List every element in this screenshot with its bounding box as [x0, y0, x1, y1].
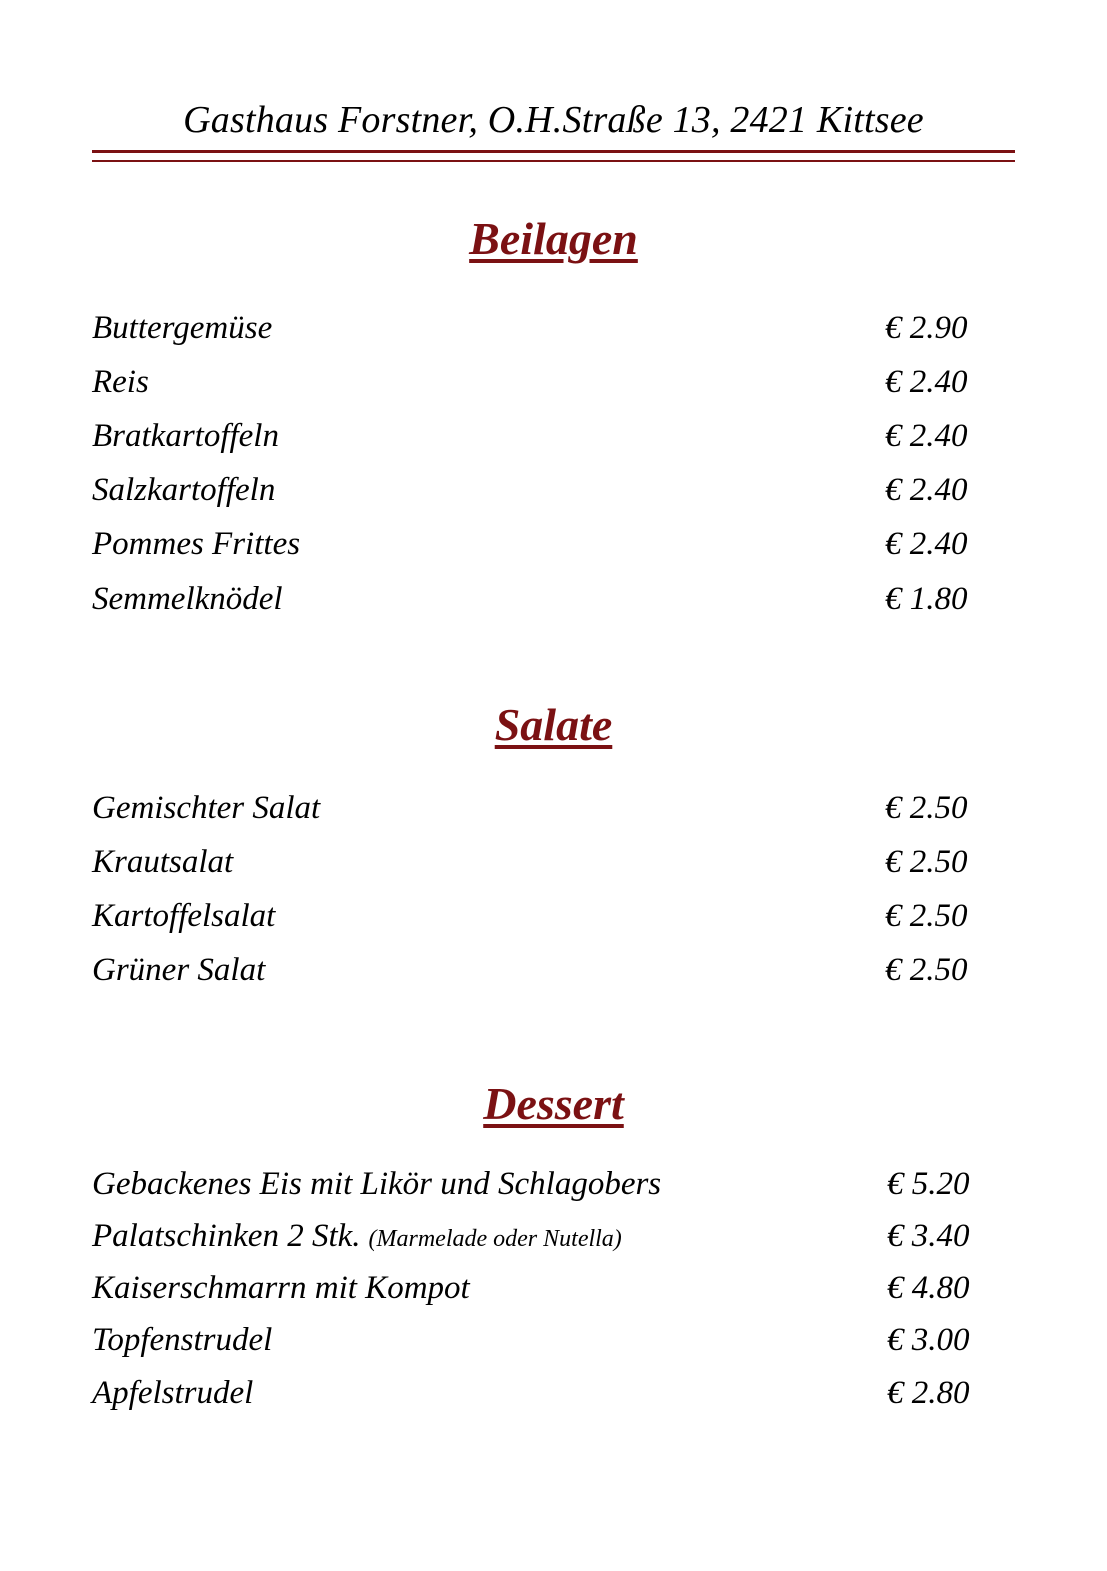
menu-item-price: € 2.40 [885, 526, 968, 563]
menu-item [92, 517, 1015, 571]
menu-item-name: Grüner Salat [92, 951, 266, 988]
menu-item-name: Pommes Frittes [92, 526, 301, 563]
menu-item-name: Topfenstrudel [92, 1322, 273, 1359]
menu-item-name: Buttergemüse [92, 310, 273, 346]
menu-item-name: Palatschinken 2 Stk. [92, 1218, 361, 1255]
menu-list-dessert [92, 1158, 1015, 1419]
menu-item-price: € 5.20 [887, 1166, 970, 1203]
menu-item [92, 781, 1015, 835]
menu-item [92, 1314, 1015, 1366]
section-title-dessert: Dessert [483, 1078, 624, 1130]
menu-item-name: Gemischter Salat [92, 789, 321, 826]
menu-item-price: € 2.90 [885, 310, 968, 346]
menu-item [92, 409, 1015, 463]
menu-item-price: € 2.40 [885, 472, 968, 509]
menu-item [92, 572, 1015, 626]
menu-item-note: (Marmelade oder Nutella) [368, 1226, 622, 1253]
menu-item-price: € 3.00 [887, 1322, 970, 1359]
section-title-beilagen: Beilagen [469, 213, 638, 264]
menu-item-price: € 4.80 [887, 1270, 970, 1307]
menu-item [92, 355, 1015, 409]
menu-item-price: € 2.50 [885, 897, 968, 934]
menu-item-price: € 2.50 [885, 789, 968, 826]
menu-item-name: Salzkartoffeln [92, 472, 276, 509]
menu-item [92, 1262, 1015, 1314]
menu-item [92, 835, 1015, 889]
menu-item [92, 1158, 1015, 1210]
section-title-salate: Salate [494, 698, 613, 750]
menu-item-name: Reis [92, 364, 149, 401]
menu-item-name: Gebackenes Eis mit Likör und Schlagobers [92, 1166, 662, 1203]
menu-item-name: Bratkartoffeln [92, 418, 279, 455]
menu-item-name: Semmelknödel [92, 580, 283, 617]
menu-item-price: € 2.40 [885, 418, 968, 455]
menu-item-name: Krautsalat [92, 843, 234, 880]
menu-item [92, 301, 1015, 355]
menu-item-name: Apfelstrudel [92, 1374, 254, 1411]
menu-item [92, 463, 1015, 517]
menu-list-beilagen [92, 301, 1015, 626]
header-divider [92, 150, 1015, 162]
menu-item-price: € 3.40 [887, 1218, 970, 1255]
menu-item-price: € 2.40 [885, 364, 968, 401]
menu-item [92, 1367, 1015, 1419]
restaurant-header: Gasthaus Forstner, O.H.Straße 13, 2421 Kittsee [183, 99, 924, 141]
menu-list-salate [92, 781, 1015, 997]
menu-item [92, 943, 1015, 997]
menu-item-price: € 2.50 [885, 843, 968, 880]
menu-item-price: € 2.80 [887, 1374, 970, 1411]
menu-item-name: Kaiserschmarrn mit Kompot [92, 1270, 470, 1307]
menu-item-name: Kartoffelsalat [92, 897, 276, 934]
menu-item-price: € 1.80 [885, 580, 968, 617]
menu-item-price: € 2.50 [885, 951, 968, 988]
menu-item [92, 889, 1015, 943]
menu-item [92, 1210, 1015, 1262]
